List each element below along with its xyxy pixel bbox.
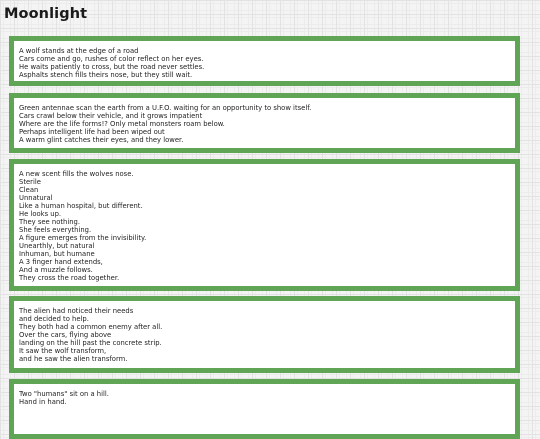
stanza-box-3	[9, 159, 520, 291]
poem-line: They both had a common enemy after all.	[19, 323, 163, 331]
poem-line: And a muzzle follows.	[19, 266, 93, 274]
stanza-box-5	[9, 379, 520, 439]
poem-line: Like a human hospital, but different.	[19, 202, 143, 210]
poem-line: A figure emerges from the invisibility.	[19, 234, 147, 242]
poem-line: Cars crawl below their vehicle, and it grows impatient	[19, 112, 203, 120]
stanza-lines	[19, 390, 515, 406]
poem-line: They see nothing.	[19, 218, 80, 226]
poem-line: Two "humans" sit on a hill.	[19, 390, 109, 398]
page-title: Moonlight	[4, 6, 88, 22]
poem-line: Green antennae scan the earth from a U.F.O. waiting for an opportunity to show itself.	[19, 104, 312, 112]
stanza-box-4	[9, 296, 520, 373]
poem-line: Asphalts stench fills theirs nose, but they still wait.	[19, 71, 193, 79]
poem-line: Inhuman, but humane	[19, 250, 95, 258]
poem-line: They cross the road together.	[19, 274, 120, 282]
poem-line: The alien had noticed their needs	[19, 307, 134, 315]
poem-line: and he saw the alien transform.	[19, 355, 128, 363]
poem-line: Where are the life forms!? Only metal monsters roam below.	[19, 120, 225, 128]
poem-line: A new scent fills the wolves nose.	[19, 170, 134, 178]
poem-line: Hand in hand.	[19, 398, 67, 406]
poem-line: Clean	[19, 186, 39, 194]
poem-line: Cars come and go, rushes of color reflect on her eyes.	[19, 55, 204, 63]
poem-line: Unnatural	[19, 194, 53, 202]
poem-line: A 3 finger hand extends,	[19, 258, 103, 266]
stanza-lines	[19, 170, 515, 282]
poem-line: Over the cars, flying above	[19, 331, 112, 339]
poem-line: Perhaps intelligent life had been wiped out	[19, 128, 165, 136]
stanza-lines	[19, 47, 515, 79]
poem-line: Unearthly, but natural	[19, 242, 95, 250]
poem-line: landing on the hill past the concrete strip.	[19, 339, 162, 347]
poem-line: He looks up.	[19, 210, 62, 218]
poem-line: A warm glint catches their eyes, and they lower.	[19, 136, 184, 144]
stanza-box-1	[9, 36, 520, 86]
stanza-lines	[19, 104, 515, 144]
poem-line: He waits patiently to cross, but the road never settles.	[19, 63, 205, 71]
poem-line: It saw the wolf transform,	[19, 347, 107, 355]
stanza-box-2	[9, 93, 520, 153]
stanza-lines	[19, 307, 515, 363]
poem-line: Sterile	[19, 178, 41, 186]
poem-line: and decided to help.	[19, 315, 89, 323]
poem-line: She feels everything.	[19, 226, 92, 234]
poem-line: A wolf stands at the edge of a road	[19, 47, 139, 55]
